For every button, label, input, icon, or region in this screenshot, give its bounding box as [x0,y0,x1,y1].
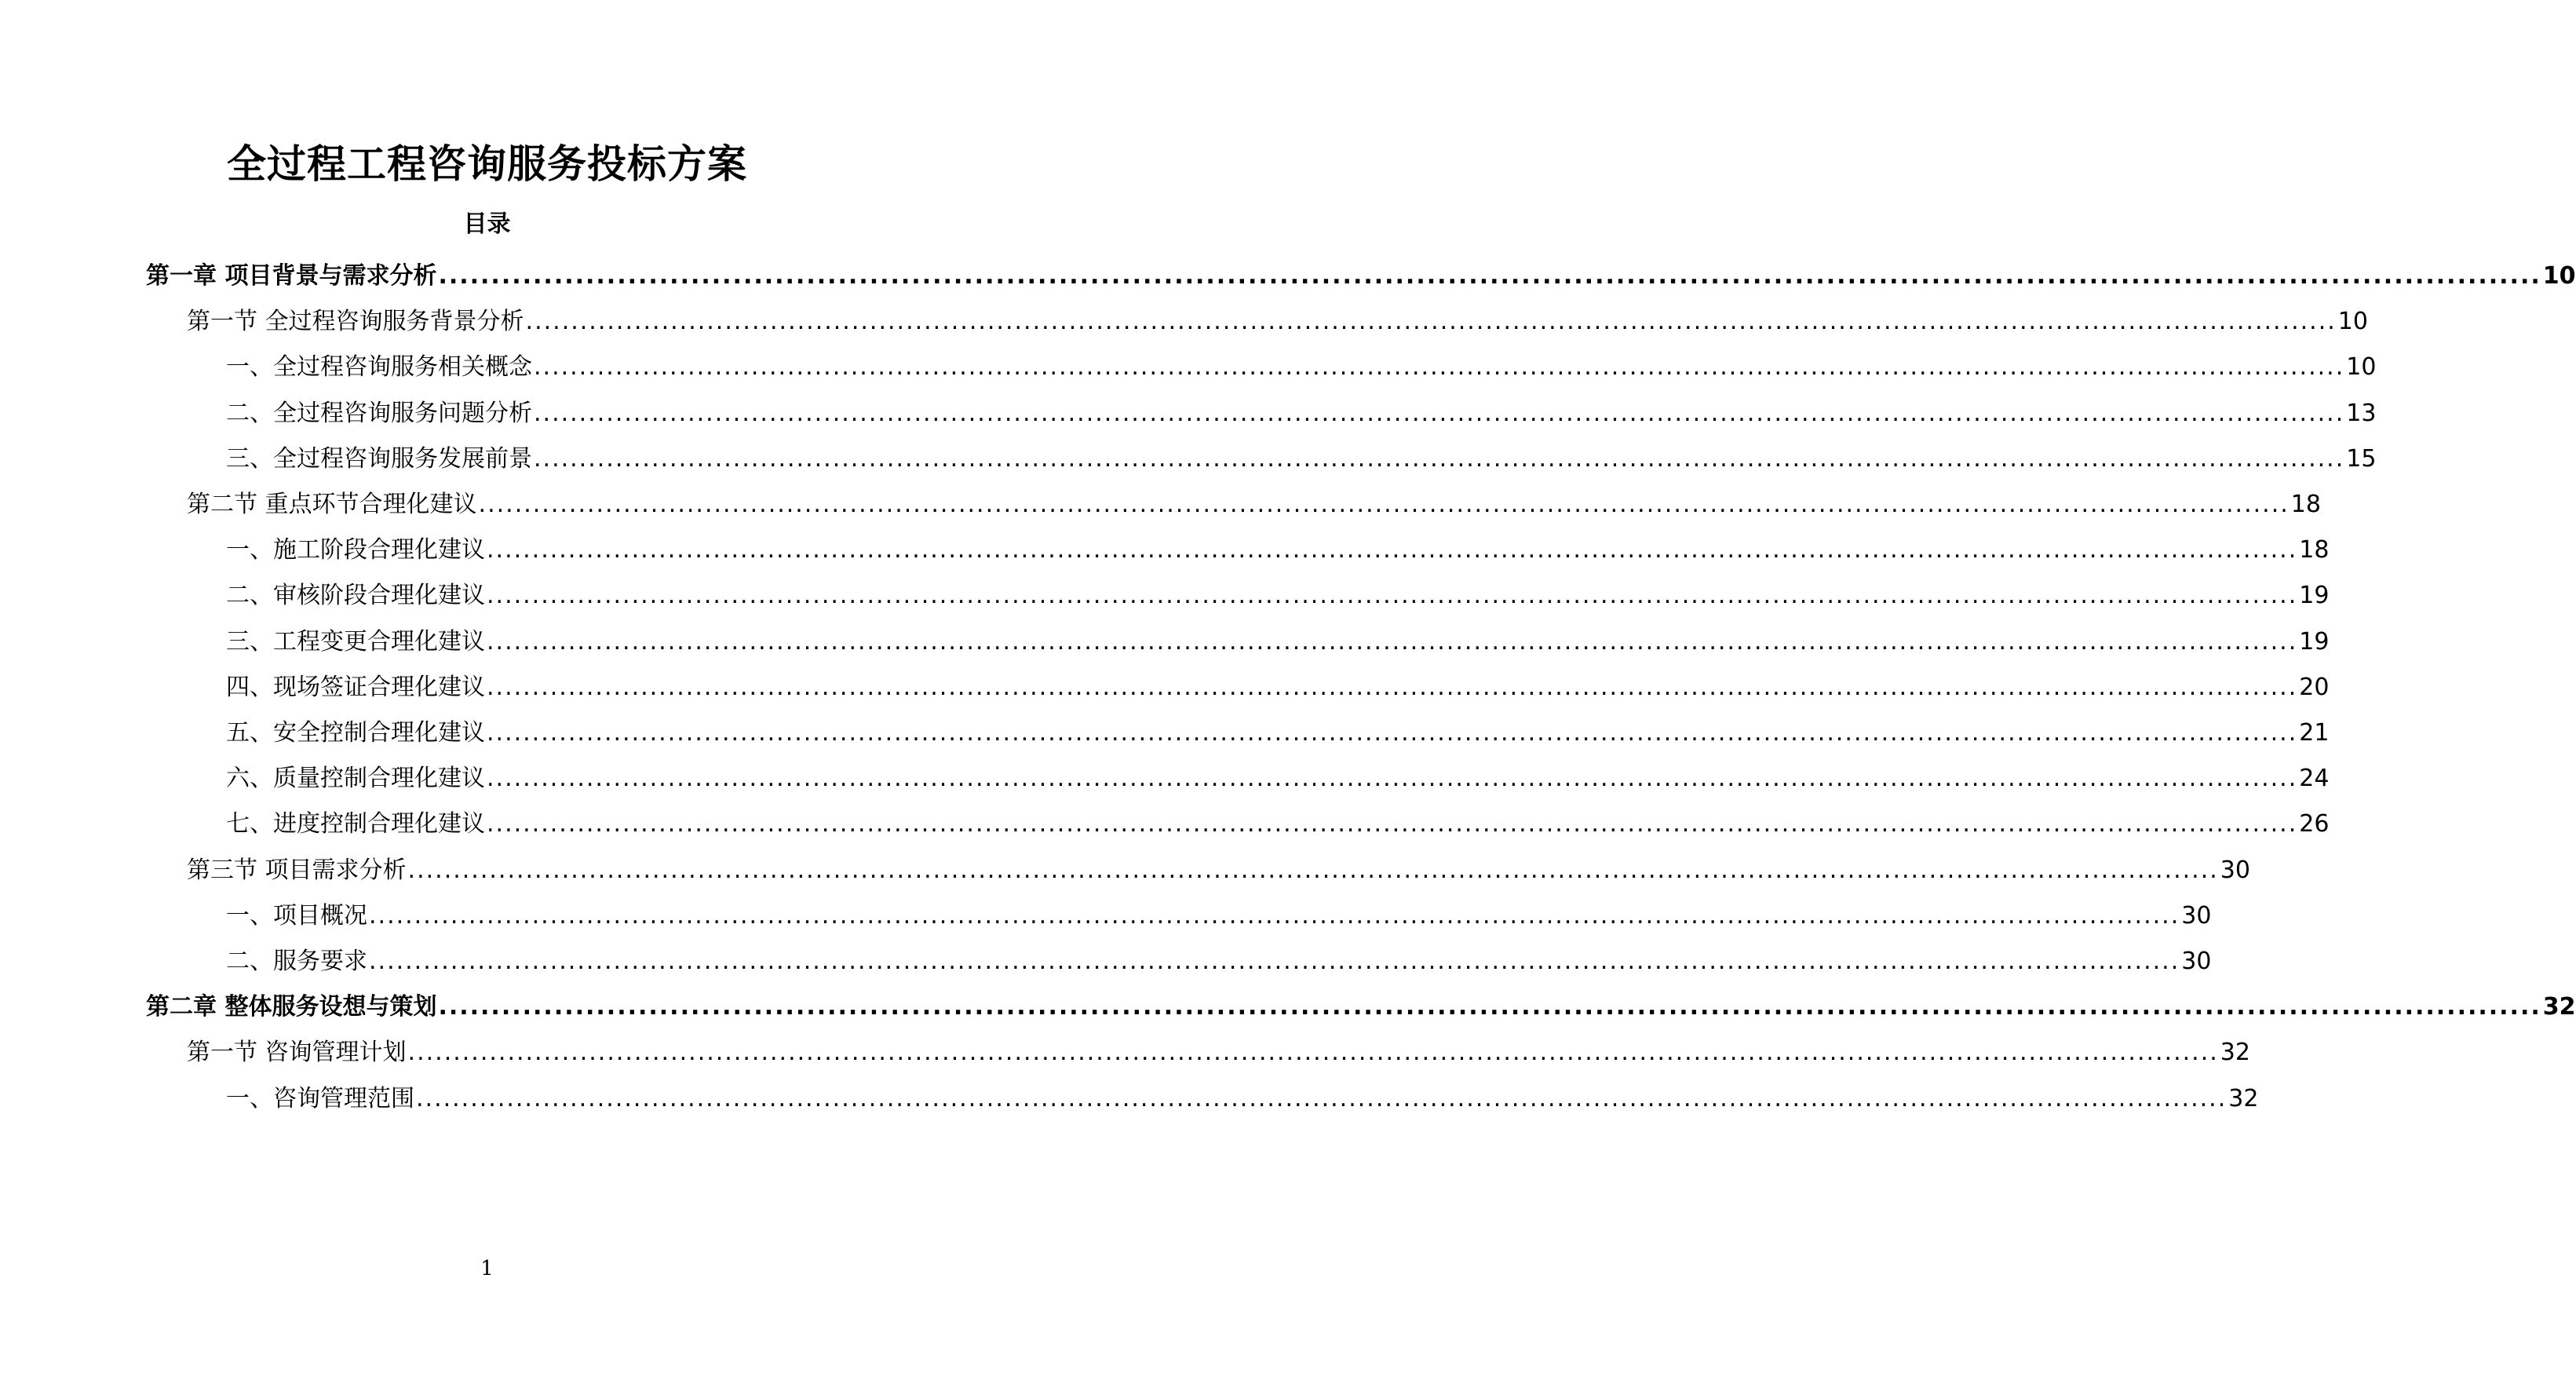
toc-entry-page: 13 [2346,400,2377,427]
toc-leader-dots: ........................................................................................................................................................................................................ [534,353,2345,381]
toc-entry-title: 二、审核阶段合理化建议 [226,582,485,609]
toc-entry-title: 第一节 咨询管理计划 [187,1039,407,1066]
toc-entry-page: 21 [2299,719,2330,747]
toc-entry[interactable] [0,488,2321,522]
toc-entry[interactable] [0,350,2377,385]
toc-leader-dots: ........................................................................................................................................................................................................ [407,857,2219,884]
toc-entry[interactable] [0,625,2330,659]
toc-leader-dots: ........................................................................................................................................................................................................ [487,719,2298,747]
toc-entry[interactable] [0,442,2377,477]
toc-heading: 目录 [463,210,511,238]
toc-leader-dots: ........................................................................................................................................................................................................ [438,262,2541,290]
toc-entry[interactable] [0,716,2330,751]
toc-leader-dots: ........................................................................................................................................................................................................ [534,400,2345,427]
toc-leader-dots: ........................................................................................................................................................................................................ [416,1085,2228,1112]
toc-entry-page: 10 [2337,308,2368,335]
toc-entry-page: 20 [2299,674,2330,701]
toc-entry-page: 10 [2542,262,2576,290]
toc-entry[interactable] [0,670,2330,705]
toc-entry-page: 18 [2299,536,2330,564]
toc-entry[interactable] [0,1082,2259,1116]
toc-entry[interactable] [0,990,2576,1025]
toc-entry-title: 四、现场签证合理化建议 [226,674,485,701]
toc-entry[interactable] [0,396,2377,431]
toc-entry-page: 15 [2346,445,2377,473]
toc-leader-dots: ........................................................................................................................................................................................................ [525,308,2337,335]
toc-entry-page: 19 [2299,628,2330,656]
toc-entry[interactable] [0,305,2368,339]
toc-leader-dots: ........................................................................................................................................................................................................ [438,993,2541,1021]
toc-entry-page: 30 [2181,948,2212,975]
toc-leader-dots: ........................................................................................................................................................................................................ [369,948,2180,975]
toc-entry-page: 18 [2290,491,2321,518]
toc-entry-title: 第二节 重点环节合理化建议 [187,491,477,518]
toc-entry-page: 32 [2228,1085,2259,1112]
toc-entry[interactable] [0,579,2330,613]
toc-entry[interactable] [0,762,2330,796]
toc-entry-title: 一、施工阶段合理化建议 [226,536,485,564]
toc-entry-page: 30 [2220,857,2250,884]
toc-entry-title: 第一节 全过程咨询服务背景分析 [187,308,524,335]
toc-leader-dots: ........................................................................................................................................................................................................ [369,902,2180,930]
toc-entry-page: 32 [2220,1039,2250,1066]
toc-entry-title: 二、服务要求 [226,948,367,975]
toc-entry-page: 26 [2299,810,2330,838]
toc-entry[interactable] [0,853,2250,888]
toc-entry-title: 六、质量控制合理化建议 [226,765,485,792]
toc-leader-dots: ........................................................................................................................................................................................................ [407,1039,2219,1066]
toc-leader-dots: ........................................................................................................................................................................................................ [487,628,2298,656]
toc-entry-title: 一、全过程咨询服务相关概念 [226,353,532,381]
toc-leader-dots: ........................................................................................................................................................................................................ [487,765,2298,792]
toc-entry[interactable] [0,533,2330,568]
toc-leader-dots: ........................................................................................................................................................................................................ [478,491,2290,518]
toc-entry-page: 32 [2542,993,2576,1021]
toc-entry-title: 一、咨询管理范围 [226,1085,414,1112]
toc-leader-dots: ........................................................................................................................................................................................................ [487,536,2298,564]
toc-entry-title: 第二章 整体服务设想与策划 [146,993,437,1021]
toc-leader-dots: ........................................................................................................................................................................................................ [487,674,2298,701]
toc-entry[interactable] [0,944,2212,979]
toc-entry-title: 二、全过程咨询服务问题分析 [226,400,532,427]
toc-entry[interactable] [0,899,2212,933]
document-title: 全过程工程咨询服务投标方案 [227,141,747,187]
toc-entry-title: 五、安全控制合理化建议 [226,719,485,747]
toc-entry[interactable] [0,1035,2250,1070]
toc-leader-dots: ........................................................................................................................................................................................................ [487,582,2298,609]
toc-entry[interactable] [0,807,2330,842]
toc-leader-dots: ........................................................................................................................................................................................................ [487,810,2298,838]
toc-entry-page: 30 [2181,902,2212,930]
toc-entry-page: 24 [2299,765,2330,792]
toc-entry-page: 19 [2299,582,2330,609]
toc-entry[interactable] [0,259,2576,294]
toc-entry-page: 10 [2346,353,2377,381]
toc-entry-title: 三、全过程咨询服务发展前景 [226,445,532,473]
toc-entry-title: 第三节 项目需求分析 [187,857,407,884]
toc-entry-title: 三、工程变更合理化建议 [226,628,485,656]
toc-entry-title: 七、进度控制合理化建议 [226,810,485,838]
toc-entry-title: 一、项目概况 [226,902,367,930]
toc-leader-dots: ........................................................................................................................................................................................................ [534,445,2345,473]
toc-entry-title: 第一章 项目背景与需求分析 [146,262,437,290]
page-number: 1 [480,1257,494,1280]
